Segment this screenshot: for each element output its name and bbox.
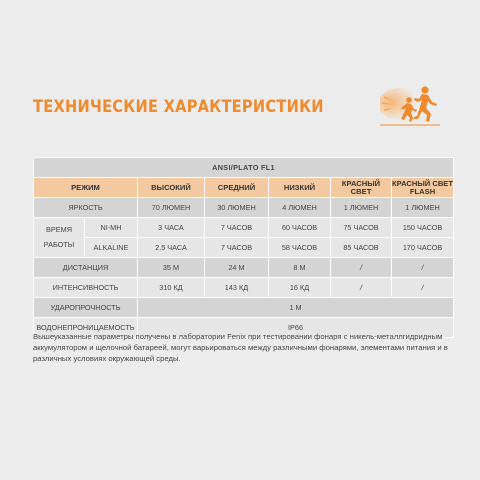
runtime-label: ВРЕМЯ РАБОТЫ (34, 218, 84, 257)
waterproof-label: ВОДОНЕПРОНИЦАЕМОСТЬ (34, 318, 137, 337)
battery-nimh-label: NI-MH (85, 218, 137, 237)
runtime-value: 58 ЧАСОВ (269, 238, 330, 257)
table-row (34, 238, 453, 257)
mode-medium: СРЕДНИЙ (205, 178, 268, 197)
impact-value: 1 М (138, 298, 453, 317)
runtime-value: 2.5 ЧАСА (138, 238, 204, 257)
table-header: ANSI/PLATO FL1 (34, 158, 453, 177)
runtime-value: 60 ЧАСОВ (269, 218, 330, 237)
running-people-icon (380, 84, 446, 128)
intensity-label: ИНТЕНСИВНОСТЬ (34, 278, 137, 297)
brightness-value: 70 ЛЮМЕН (138, 198, 204, 217)
intensity-value: 143 КД (205, 278, 268, 297)
mode-red: КРАСНЫЙ СВЕТ (331, 178, 391, 197)
intensity-value: 16 КД (269, 278, 330, 297)
runtime-value: 3 ЧАСА (138, 218, 204, 237)
distance-value: / (392, 258, 453, 277)
brightness-value: 4 ЛЮМЕН (269, 198, 330, 217)
mode-high: ВЫСОКИЙ (138, 178, 204, 197)
runtime-value: 7 ЧАСОВ (205, 238, 268, 257)
intensity-value: / (331, 278, 391, 297)
runtime-value: 75 ЧАСОВ (331, 218, 391, 237)
runtime-value: 170 ЧАСОВ (392, 238, 453, 257)
table-row (34, 218, 453, 237)
table-row (34, 298, 453, 317)
mode-low: НИЗКИЙ (269, 178, 330, 197)
distance-value: / (331, 258, 391, 277)
runtime-value: 7 ЧАСОВ (205, 218, 268, 237)
footnote: Вышеуказанные параметры получены в лаборатории Fenix при тестировании фонаря с никель-металлгидридным аккумулятором и щелочной батареей, могут варьироваться между различными фонарями, элементами питания и в различных условиях окружающей среды. (33, 332, 448, 364)
mode-red-flash: КРАСНЫЙ СВЕТ FLASH (392, 178, 454, 196)
distance-label: ДИСТАНЦИЯ (34, 258, 137, 277)
table-row (34, 278, 453, 297)
battery-alkaline-label: ALKALINE (85, 238, 137, 257)
waterproof-value: IP66 (138, 318, 453, 337)
intensity-value: 310 КД (138, 278, 204, 297)
runtime-value: 85 ЧАСОВ (331, 238, 391, 257)
mode-label: РЕЖИМ (34, 178, 137, 197)
table-row (34, 198, 453, 217)
table-row (34, 258, 453, 277)
runtime-value: 150 ЧАСОВ (392, 218, 453, 237)
impact-label: УДАРОПРОЧНОСТЬ (34, 298, 137, 317)
page-title: ТЕХНИЧЕСКИЕ ХАРАКТЕРИСТИКИ (33, 97, 324, 117)
distance-value: 8 М (269, 258, 330, 277)
brightness-value: 1 ЛЮМЕН (331, 198, 391, 217)
brightness-value: 1 ЛЮМЕН (392, 198, 453, 217)
distance-value: 24 М (205, 258, 268, 277)
spec-table (33, 157, 454, 338)
brightness-label: ЯРКОСТЬ (34, 198, 137, 217)
brightness-value: 30 ЛЮМЕН (205, 198, 268, 217)
distance-value: 35 М (138, 258, 204, 277)
intensity-value: / (392, 278, 453, 297)
